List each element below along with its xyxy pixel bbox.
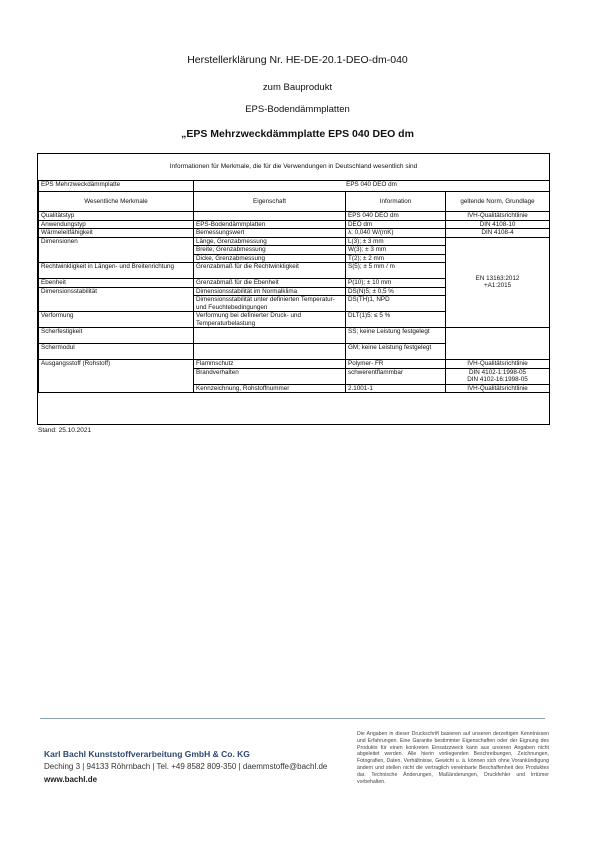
table-cell: Flammschutz bbox=[194, 360, 346, 369]
product-value: EPS 040 DEO dm bbox=[194, 181, 550, 192]
table-cell: GM; keine Leistung festgelegt bbox=[346, 344, 446, 360]
table-cell: Dimensionsstabilität im Normalklima bbox=[194, 287, 346, 296]
table-cell: Ausgangsstoff (Rohstoff) bbox=[39, 360, 194, 393]
table-cell: SS; keine Leistung festgelegt bbox=[346, 328, 446, 344]
product-group: EPS-Bodendämmplatten bbox=[245, 104, 350, 115]
table-cell: Schermodul bbox=[39, 344, 194, 360]
table-cell bbox=[446, 368, 550, 384]
column-header: Eigenschaft bbox=[194, 192, 346, 212]
document-title: Herstellerklärung Nr. HE-DE-20.1-DEO-dm-040 bbox=[187, 54, 408, 66]
table-cell: Länge, Grenzabmessung bbox=[194, 237, 346, 246]
table-cell: Grenzabmaß für die Ebenheit bbox=[194, 279, 346, 288]
table-cell: Rechtwinkligkeit in Längen- und Breitenrichtung bbox=[39, 263, 194, 279]
table-cell: Brandverhalten bbox=[194, 368, 346, 384]
table-cell: schwerentflammbar bbox=[346, 368, 446, 384]
table-cell: EPS 040 DEO dm bbox=[346, 212, 446, 221]
table-cell bbox=[194, 212, 346, 221]
date-stamp: Stand: 25.10.2021 bbox=[38, 427, 92, 434]
norm-line: +A1:2015 bbox=[483, 282, 512, 290]
footer-divider bbox=[40, 718, 545, 719]
table-cell: Verformung bei definierter Druck- und Temperaturbelastung bbox=[194, 312, 346, 328]
product-name: „EPS Mehrzweckdämmplatte EPS 040 DEO dm bbox=[181, 128, 414, 140]
table-cell: DEO dm bbox=[346, 220, 446, 229]
table-cell: Dimensionsstabilität unter definierten Temperatur- und Feuchtebedingungen bbox=[194, 296, 346, 312]
table-cell: Polymer- FR bbox=[346, 360, 446, 369]
table-row bbox=[39, 220, 550, 229]
table-header-row bbox=[39, 192, 550, 212]
table-cell: P(10); ± 10 mm bbox=[346, 279, 446, 288]
document-subtitle: zum Bauprodukt bbox=[262, 82, 333, 93]
table-cell: L(3); ± 3 mm bbox=[346, 237, 446, 246]
table-cell: Grenzabmaß für die Rechtwinkligkeit bbox=[194, 263, 346, 279]
column-header: geltende Norm, Grundlage bbox=[446, 192, 550, 212]
table-cell: DLT(1)5: ≤ 5 % bbox=[346, 312, 446, 328]
norm-line: DIN 4102-16:1998-05 bbox=[467, 376, 528, 383]
table-cell bbox=[194, 328, 346, 344]
table-cell: Scherfestigkeit bbox=[39, 328, 194, 344]
table-cell: W(3); ± 3 mm bbox=[346, 246, 446, 255]
table-cell: Dimensionen bbox=[39, 237, 194, 263]
norm-line: DIN 4102-1:1998-05 bbox=[468, 368, 527, 376]
table-cell: Ebenheit bbox=[39, 279, 194, 288]
table-cell: DS(TH)1, NPD bbox=[346, 296, 446, 312]
table-cell: Breite, Grenzabmessung bbox=[194, 246, 346, 255]
table-cell: S(5); ± 5 mm / m bbox=[346, 263, 446, 279]
column-header: Wesentliche Merkmale bbox=[39, 192, 194, 212]
declaration-table-frame bbox=[37, 153, 550, 425]
norm-merged-cell bbox=[446, 237, 550, 328]
table-cell: Anwendungstyp bbox=[39, 220, 194, 229]
table-cell bbox=[446, 328, 550, 360]
product-label: EPS Mehrzweckdämmplatte bbox=[39, 181, 194, 192]
company-name: Karl Bachl Kunststoffverarbeitung GmbH & Co. KG bbox=[44, 749, 250, 759]
table-row bbox=[39, 181, 550, 192]
table-cell: EPS-Bodendämmplatten bbox=[194, 220, 346, 229]
table-cell: DIN 4108-4 bbox=[446, 229, 550, 238]
table-intro: Informationen für Merkmale, die für die Verwendungen in Deutschland wesentlich sind bbox=[169, 163, 418, 170]
table-cell: Dimensionsstabilität bbox=[39, 287, 194, 312]
table-row bbox=[39, 237, 550, 246]
table-cell: Verformung bbox=[39, 312, 194, 328]
legal-disclaimer: Die Angaben in dieser Druckschrift basieren auf unseren derzeitigen Kenntnissen und Erfahrungen. Eine Garantie bestimmter Eigenschaften oder der Eignung des Produkts für einen konkreten Einsatzzweck kann aus unseren Angaben nicht abgeleitet werden. Alle hierin vorliegenden Beschreibungen, Zeichnungen, Fotografien, Daten, Verhältnisse, Gewicht u. ä. können sich ohne Vorankündigung ändern und stellen nicht die vertraglich vereinbarte Beschaffenheit des Produktes dar. Technische Änderungen, Maßänderungen, Druckfehler und Irrtümer vorbehalten. bbox=[357, 731, 549, 785]
table-cell: IVH-Qualitätsrichtlinie bbox=[446, 360, 550, 369]
table-cell: IVH-Qualitätsrichtlinie bbox=[446, 212, 550, 221]
table-cell: Qualitätstyp bbox=[39, 212, 194, 221]
table-row bbox=[39, 229, 550, 238]
table-cell: DS(N)5; ± 0,5 % bbox=[346, 287, 446, 296]
table-cell bbox=[194, 344, 346, 360]
table-cell: Dicke, Grenzabmessung bbox=[194, 254, 346, 263]
table-cell: λ: 0,040 W/(mK) bbox=[346, 229, 446, 238]
column-header: Information bbox=[346, 192, 446, 212]
company-address: Deching 3 | 94133 Röhrnbach | Tel. +49 8582 809-350 | daemmstoffe@bachl.de bbox=[44, 762, 328, 771]
table-cell: Kennzeichnung, Rohstoffnummer bbox=[194, 384, 346, 393]
table-row bbox=[39, 212, 550, 221]
declaration-table bbox=[38, 180, 550, 393]
table-cell: Wärmeleitfähigkeit bbox=[39, 229, 194, 238]
table-cell: T(2); ± 2 mm bbox=[346, 254, 446, 263]
table-cell: 2.1001-1 bbox=[346, 384, 446, 393]
table-cell: Bemessungswert bbox=[194, 229, 346, 238]
table-cell: IVH-Qualitätsrichtlinie bbox=[446, 384, 550, 393]
table-row bbox=[39, 360, 550, 369]
norm-line: EN 13163:2012 bbox=[475, 274, 520, 282]
table-row bbox=[39, 328, 550, 344]
website-link[interactable]: www.bachl.de bbox=[44, 775, 98, 784]
table-cell: DIN 4108-10 bbox=[446, 220, 550, 229]
